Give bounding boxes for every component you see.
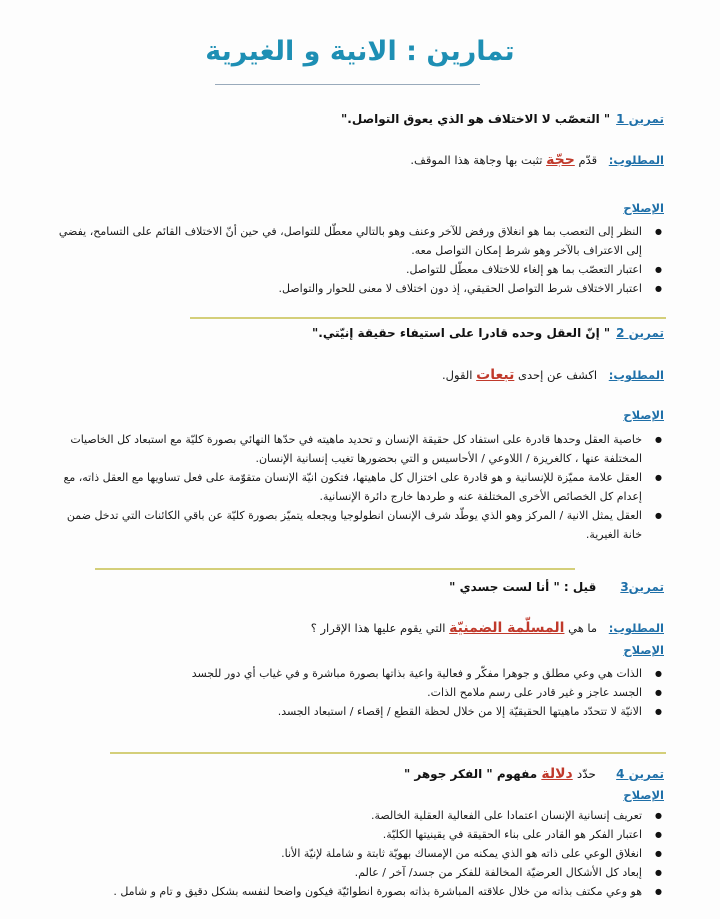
list-item: ● تعريف إنسانية الإنسان اعتمادا على الفعالية العقلية الخالصة. bbox=[48, 806, 646, 825]
list-item: ● اعتبار الفكر هو القادر على بناء الحقيقة في يقينيتها الكليّة. bbox=[48, 825, 646, 844]
separator bbox=[110, 752, 666, 754]
list-item: ● اعتبار الاختلاف شرط التواصل الحقيقي، إذ دون اختلاف لا معنى للحوار والتواصل. bbox=[48, 279, 646, 298]
exercise-4-number: تمرين 4 bbox=[616, 767, 664, 781]
requirement-label: المطلوب: bbox=[608, 621, 664, 635]
page-title: تمارين : الانية و الغيرية bbox=[205, 36, 515, 67]
exercise-2-heading bbox=[312, 326, 664, 340]
key-term: حجّة bbox=[546, 152, 575, 168]
list-item: ● العقل يمثل الانية / المركز وهو الذي يوطّد شرف الإنسان انطولوجيا ويجعله يتميّز بصورة كليّة عن باقي الكائنات التي تدخل ضمن خانة الغيرية. bbox=[48, 506, 646, 544]
exercise-3-solution-label: الإصلاح bbox=[623, 643, 664, 657]
exercise-3-number: تمرين3 bbox=[620, 580, 664, 594]
list-item: ● إبعاد كل الأشكال العرضيّة المخالفة للفكر من جسد/ آخر / عالم. bbox=[48, 863, 646, 882]
exercise-2-solution-list bbox=[48, 430, 662, 544]
exercise-3-heading bbox=[449, 580, 664, 594]
exercise-1-requirement: المطلوب: قدّم حجّة تثبت بها وجاهة هذا الموقف. bbox=[410, 152, 664, 168]
exercise-2-statement: " إنّ العقل وحده قادرا على استيفاء حقيقة إنيّتي." bbox=[312, 326, 611, 340]
exercise-4-solution-list bbox=[48, 806, 662, 901]
title-underline bbox=[215, 84, 480, 85]
list-item: ● خاصية العقل وحدها قادرة على استفاد كل حقيقة الإنسان و تحديد ماهيته في حدّها النهائي بصورة كليّة مع استبعاد كل الخاصيات المختلفة عنها ، كالغريزة / اللاوعي / الأحاسيس و التي بحضورها تغيب إنسانية الإنسان. bbox=[48, 430, 646, 468]
separator bbox=[190, 317, 666, 319]
list-item: ● انغلاق الوعي على ذاته هو الذي يمكنه من الإمساك بهويّة ثابتة و شاملة لإنيّة الأنا. bbox=[48, 844, 646, 863]
exercise-4-statement: مفهوم " الفكر جوهر " bbox=[403, 767, 538, 781]
requirement-label: المطلوب: bbox=[608, 153, 664, 167]
exercise-2-solution-label: الإصلاح bbox=[623, 408, 664, 422]
exercise-2-requirement: المطلوب: اكشف عن إحدى تبعات القول. bbox=[442, 367, 664, 383]
key-term: المسلّمة الضمنيّة bbox=[449, 620, 565, 636]
exercise-3-solution-list bbox=[48, 664, 662, 721]
list-item: ● العقل علامة مميّزة للإنسانية و هو قادرة على اختزال كل ماهيتها، فتكون انيّة الإنسان متقوّمة على فعل تساويها مع العقل ذاته، مع إعدام كل الخصائص الأخرى المختلفة عنه و طردها خارج دائرة الإنسانية. bbox=[48, 468, 646, 506]
list-item: ● الذات هي وعي مطلق و جوهرا مفكّر و فعالية واعية بذاتها بصورة مباشرة و في غياب أي دور للجسد bbox=[48, 664, 646, 683]
list-item: ● الجسد عاجز و غير قادر على رسم ملامح الذات. bbox=[48, 683, 646, 702]
exercise-1-statement: " التعصّب لا الاختلاف هو الذي يعوق التواصل." bbox=[341, 112, 611, 126]
exercise-3-statement: قيل : " أنا لست جسدي " bbox=[449, 580, 597, 594]
list-item: ● الانيّة لا تتحدّد ماهيتها الحقيقيّة إلا من خلال لحظة القطع / إقصاء / استبعاد الجسد. bbox=[48, 702, 646, 721]
list-item: ● هو وعي مكتف بذاته من خلال علاقته المباشرة بذاته بصورة انطوائيّة فيكون واضحا لنفسه بشكل دقيق و تام و شامل . bbox=[48, 882, 646, 901]
key-term: دلالة bbox=[541, 766, 573, 782]
exercise-3-requirement: المطلوب: ما هي المسلّمة الضمنيّة التي يقوم عليها هذا الإقرار ؟ bbox=[310, 620, 664, 636]
key-term: تبعات bbox=[476, 367, 515, 383]
exercise-4-solution-label: الإصلاح bbox=[623, 788, 664, 802]
exercise-1-heading bbox=[341, 112, 664, 126]
list-item: ● النظر إلى التعصب بما هو انغلاق ورفض للآخر وعنف وهو بالتالي معطّل للتواصل، في حين أنّ الاختلاف القائم على التسامح، يفضي إلى الاعتراف بالآخر وهو شرط إمكان التواصل معه. bbox=[48, 222, 646, 260]
requirement-label: المطلوب: bbox=[608, 368, 664, 382]
exercise-1-solution-label: الإصلاح bbox=[623, 201, 664, 215]
exercise-1-solution-list bbox=[48, 222, 662, 298]
exercise-2-number: تمرين 2 bbox=[616, 326, 664, 340]
separator bbox=[95, 568, 575, 570]
exercise-1-number: تمرين 1 bbox=[616, 112, 664, 126]
list-item: ● اعتبار التعصّب بما هو إلغاء للاختلاف معطّل للتواصل. bbox=[48, 260, 646, 279]
exercise-4-heading: تمرين 4 حدّد دلالة مفهوم " الفكر جوهر " bbox=[403, 766, 664, 782]
